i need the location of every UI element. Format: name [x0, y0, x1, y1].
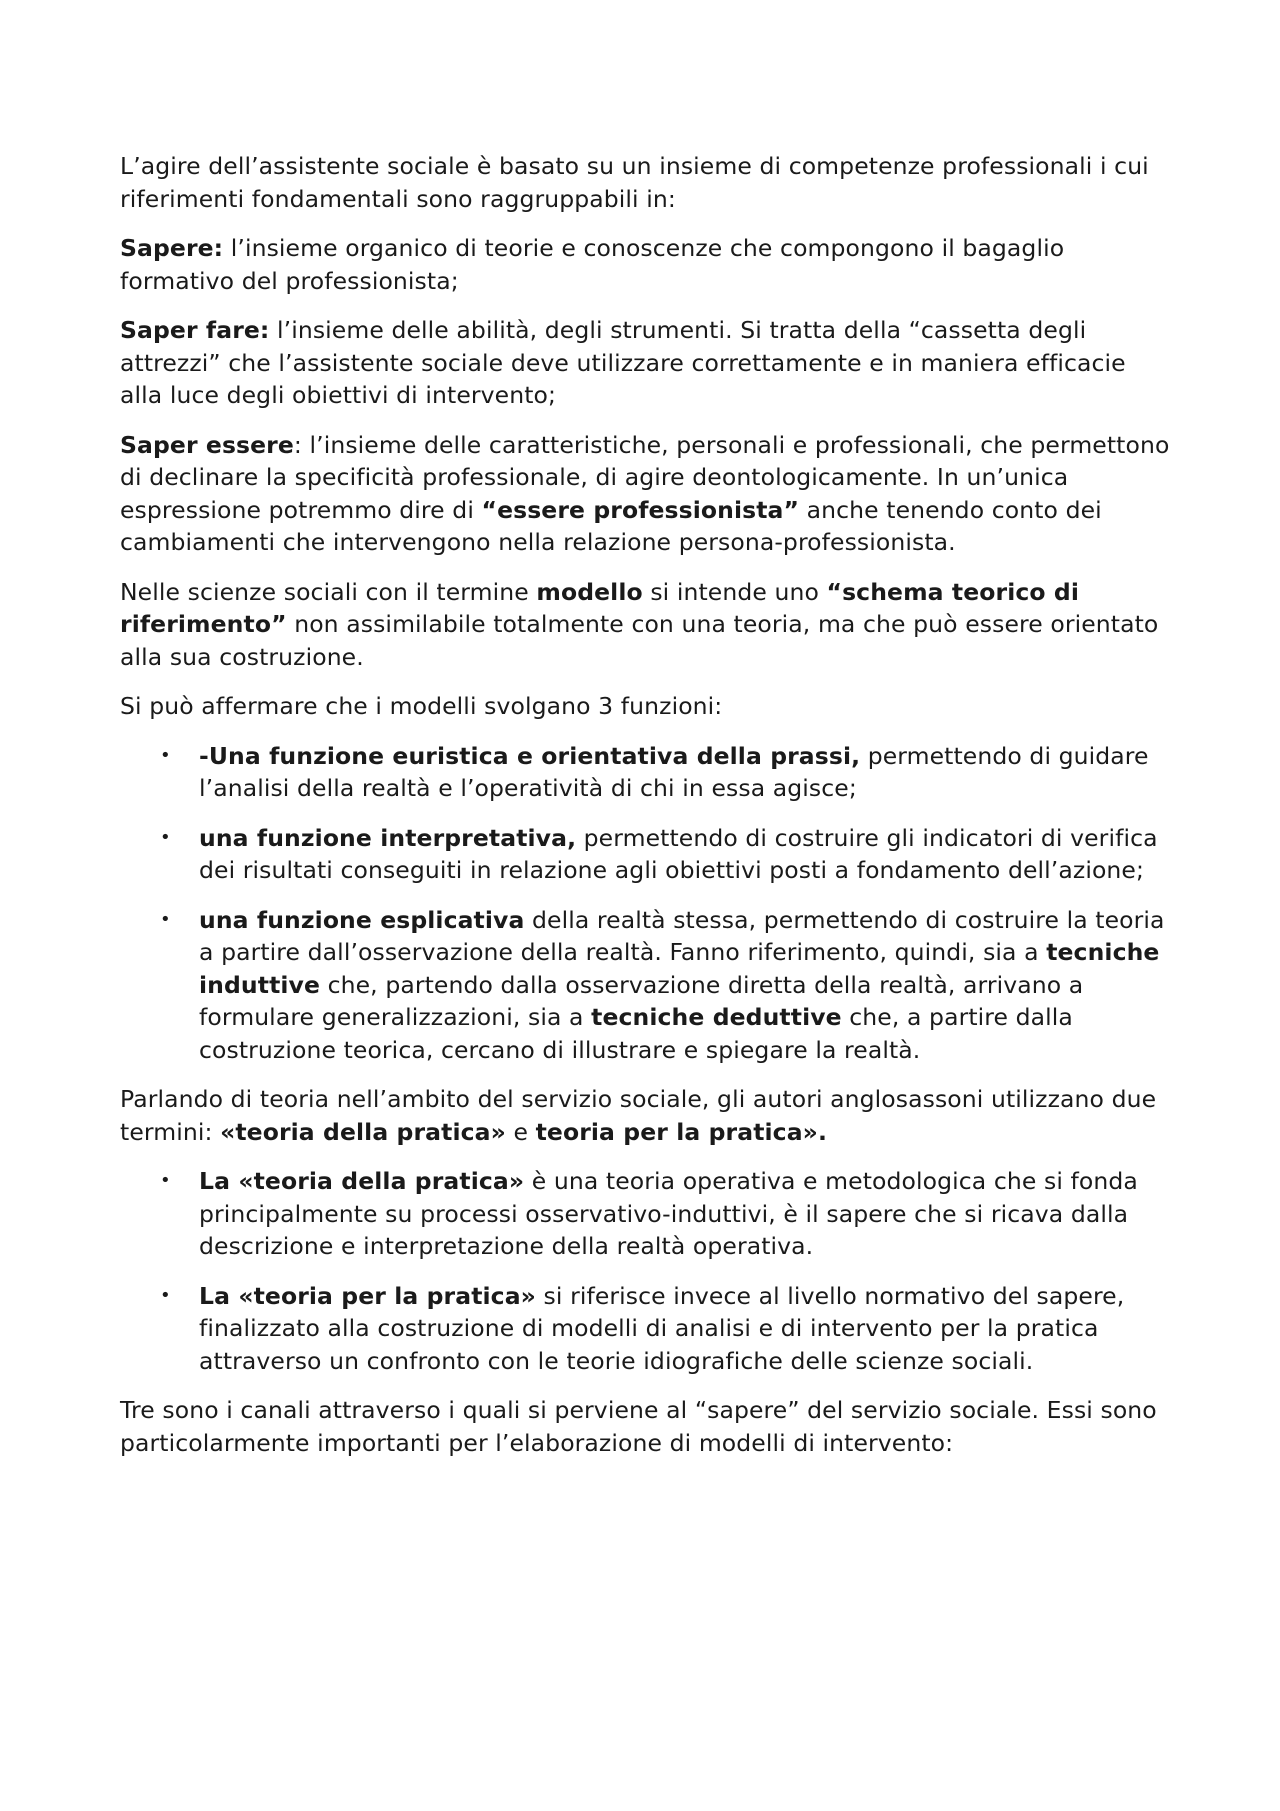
bold-text-run: tecniche deduttive: [591, 1003, 842, 1031]
funzioni-list: [120, 740, 1170, 1067]
text-run: permettendo di costruire gli indicatori di verifica dei risultati conseguiti in relazione agli obiettivi posti a fondamento dell’azione;: [199, 823, 1158, 884]
list-item: [120, 904, 1170, 1067]
bullet-icon: •: [160, 744, 171, 766]
text-run: permettendo di guidare l’analisi della realtà e l’operatività di chi in essa agisce;: [199, 741, 1149, 802]
teoria-list: [120, 1165, 1170, 1377]
text-run: non assimilabile totalmente con una teoria, ma che può essere orientato alla sua costruzione.: [120, 610, 1159, 671]
text-run: Nelle scienze sociali con il termine: [120, 577, 537, 606]
list-item: [120, 740, 1170, 805]
text-run: che, a partire dalla costruzione teorica, cercano di illustrare e spiegare la realtà.: [199, 1003, 1073, 1064]
text-run: si intende uno: [642, 577, 827, 606]
text-run: Tre sono i canali attraverso i quali si perviene al “sapere” del servizio sociale. Essi sono particolarmente importanti per l’elaborazione di modelli di intervento:: [120, 1396, 1157, 1457]
list-item: [120, 1165, 1170, 1263]
text-run: Si può affermare che i modelli svolgano 3 funzioni:: [120, 692, 723, 720]
bold-text-run: Saper fare:: [120, 316, 270, 344]
text-run: della realtà stessa, permettendo di costruire la teoria a partire dall’osservazione della realtà. Fanno riferimento, quindi, sia a: [199, 905, 1165, 966]
document-page: [120, 150, 1170, 1476]
bullet-icon: •: [160, 826, 171, 848]
bold-text-run: Sapere:: [120, 234, 224, 262]
text-run: L’agire dell’assistente sociale è basato su un insieme di competenze professionali i cui riferimenti fondamentali sono raggruppabili in:: [120, 152, 1149, 213]
intro-paragraph: [120, 150, 1170, 215]
bold-text-run: tecniche induttive: [199, 938, 1160, 999]
text-run: si riferisce invece al livello normativo del sapere, finalizzato alla costruzione di modelli di analisi e di intervento per la pratica attraverso un confronto con le teorie idiografiche delle scienze sociali.: [199, 1281, 1125, 1375]
list-item: [120, 1280, 1170, 1378]
saper-essere-paragraph: [120, 429, 1170, 559]
bullet-icon: •: [160, 1284, 171, 1306]
bold-text-run: “schema teorico di riferimento”: [120, 577, 1079, 638]
canali-paragraph: [120, 1394, 1170, 1459]
funzioni-intro-paragraph: [120, 690, 1170, 723]
bullet-icon: •: [160, 908, 171, 930]
text-run: l’insieme organico di teorie e conoscenze che compongono il bagaglio formativo del professionista;: [120, 234, 1065, 295]
saper-fare-paragraph: [120, 314, 1170, 412]
bold-text-run: una funzione esplicativa: [199, 905, 525, 934]
bullet-icon: •: [160, 1170, 171, 1191]
bold-text-run: “essere professionista”: [481, 495, 800, 524]
text-run: che, partendo dalla osservazione diretta della realtà, arrivano a formulare generalizzazioni, sia a: [199, 970, 1084, 1031]
text-run: e: [505, 1117, 536, 1146]
text-run: è una teoria operativa e metodologica che si fonda principalmente su processi osservativo-induttivi, è il sapere che si ricava dalla descrizione e interpretazione della realtà operativa.: [199, 1167, 1138, 1260]
bold-text-run: -Una funzione euristica e orientativa della prassi,: [199, 741, 861, 770]
text-run: l’insieme delle abilità, degli strumenti. Si tratta della “cassetta degli attrezzi” che l’assistente sociale deve utilizzare correttamente e in maniera efficacie alla luce degli obiettivi di intervento;: [120, 316, 1126, 409]
list-item: [120, 822, 1170, 887]
bold-text-run: La «teoria della pratica»: [199, 1167, 525, 1195]
bold-text-run: «teoria della pratica»: [220, 1117, 506, 1146]
text-run: anche tenendo conto dei cambiamenti che intervengono nella relazione persona-professionista.: [120, 495, 1102, 556]
bold-text-run: modello: [536, 577, 643, 606]
modello-paragraph: [120, 576, 1170, 674]
bold-text-run: La «teoria per la pratica»: [199, 1281, 536, 1310]
bold-text-run: teoria per la pratica».: [535, 1117, 827, 1146]
bold-text-run: una funzione interpretativa,: [199, 823, 577, 852]
bold-text-run: Saper essere: [120, 430, 294, 459]
sapere-paragraph: [120, 232, 1170, 297]
teoria-paragraph: [120, 1083, 1170, 1148]
text-run: : l’insieme delle caratteristiche, personali e professionali, che permettono di declinare la specificità professionale, di agire deontologicamente. In un’unica espressione potremmo dire di: [120, 430, 1170, 524]
text-run: Parlando di teoria nell’ambito del servizio sociale, gli autori anglosassoni utilizzano due termini:: [120, 1085, 1157, 1146]
